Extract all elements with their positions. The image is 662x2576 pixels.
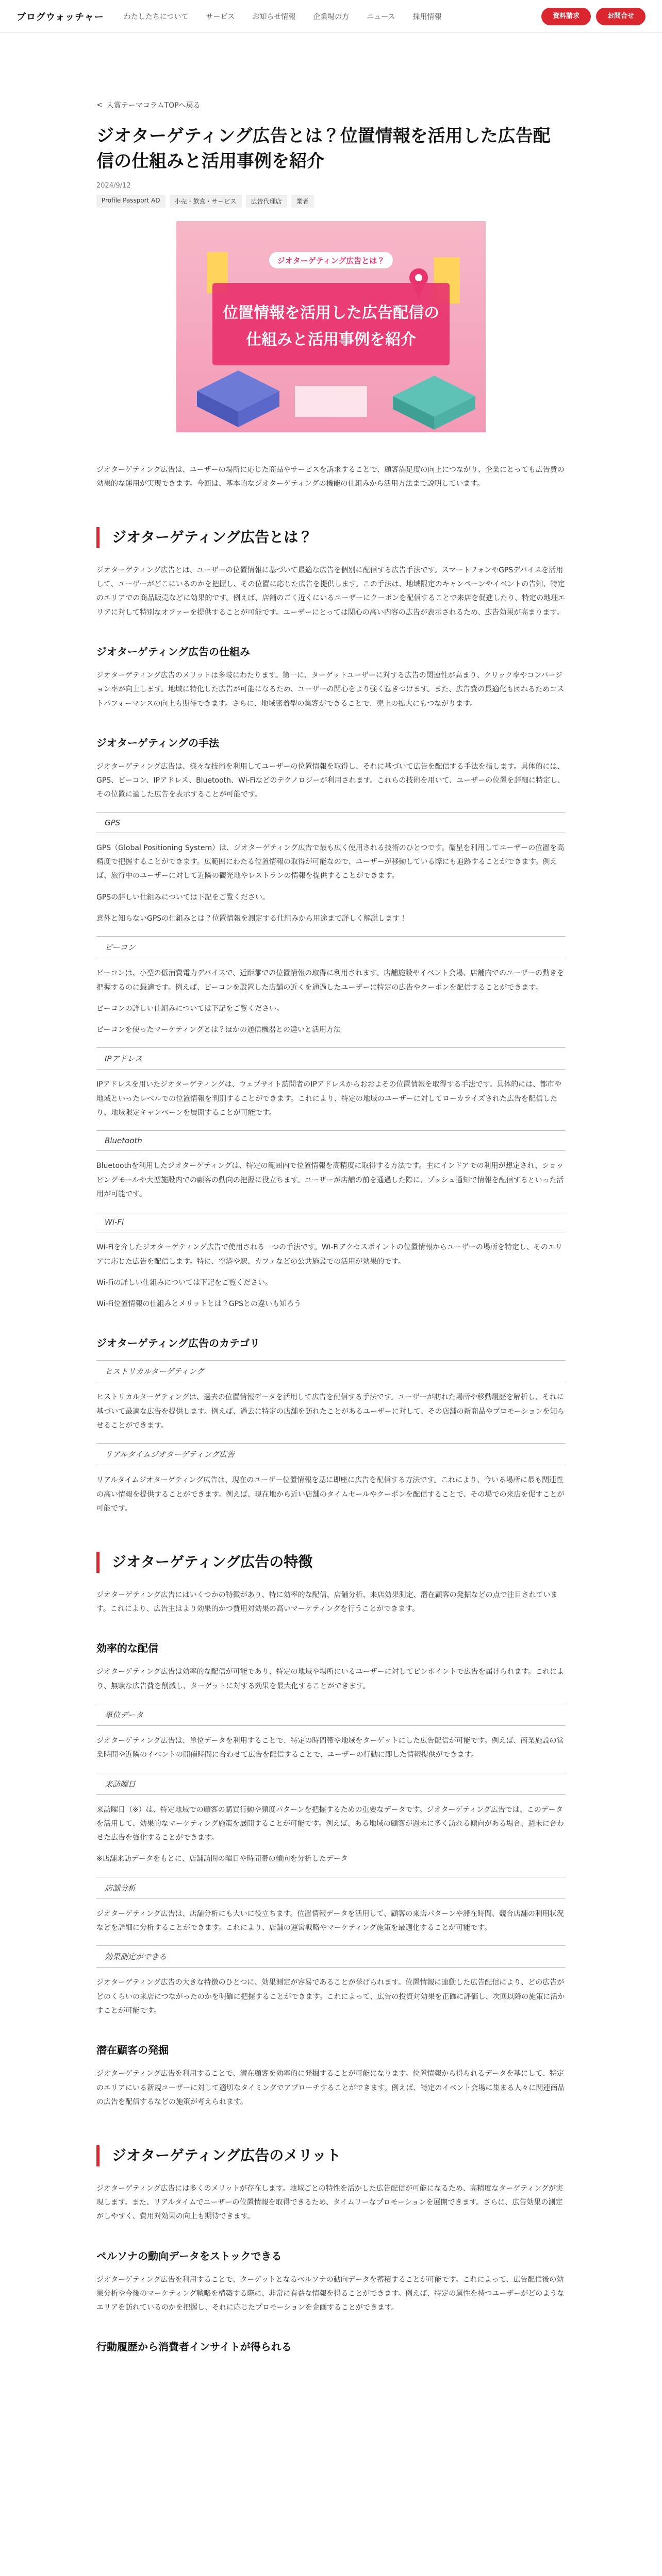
subsection-heading: 行動履歴から消費者インサイトが得られる [96, 2341, 292, 2353]
paragraph: 来訪曜日（※）は、特定地域での顧客の購買行動や頻度パターンを把握するための重要なデータです。ジオターゲティング広告では、このデータを活用して、効果的なマーケティング施策を展開することが可能です。例えば、ある地域の顧客が週末に多く訪れる傾向がある場合、週末に合わせた広告を強化することができます。 [96, 1805, 564, 1842]
nav-item-news2[interactable]: ニュース [367, 12, 395, 21]
request-docs-button[interactable]: 資料請求 [541, 8, 591, 25]
subsection-heading: 潜在顧客の発掘 [96, 2044, 169, 2057]
breadcrumb[interactable] [96, 100, 566, 110]
subsection-heading: ジオターゲティングの手法 [96, 736, 219, 749]
footnote: ※店舗来訪データをもとに、店舗訪問の曜日や時間帯の傾向を分析したデータ [96, 1855, 348, 1863]
minor-heading: リアルタイムジオターゲティング広告 [96, 1443, 566, 1465]
minor-heading: 単位データ [96, 1704, 566, 1726]
paragraph: Bluetoothを利用したジオターゲティングは、特定の範囲内で位置情報を高精度に取得する方法です。主にインドアでの利用が想定され、ショッピングモールや大型施設内での顧客の動向の把握に役立ちます。ユーザーが店舗の前を通過した際に、プッシュ通知で情報を配信するといった活用が可能です。 [96, 1162, 564, 1198]
minor-heading: 効果測定ができる [96, 1945, 566, 1968]
subsection-heading: 効率的な配信 [96, 1642, 158, 1655]
section-heading: ジオターゲティング広告のメリット [96, 2145, 566, 2166]
paragraph: ジオターゲティング広告を利用することで、ターゲットとなるペルソナの動向データを蓄積することが可能です。これによって、広告配信後の効果分析や今後のマーケティング戦略を構築する際に、非常に有益な情報を得ることができます。例えば、特定の属性を持つユーザーがどのようなエリアを訪れているのかを把握し、それに応じたプロモーションを企画することができます。 [96, 2275, 565, 2312]
nav-item-service[interactable]: サービス [206, 12, 235, 21]
subsection-heading: ペルソナの動向データをストックできる [96, 2249, 282, 2262]
paragraph: ヒストリカルターゲティングは、過去の位置情報データを活用して広告を配信する手法です。ユーザーが訪れた場所や移動履歴を解析し、それに基づいて最適な広告を提供します。例えば、過去に特定の店舗を訪れたことがあるユーザーに対して、その店舗の新商品やプロモーションを知らせることができます。 [96, 1393, 565, 1430]
publish-date: 2024/9/12 [96, 181, 131, 190]
nav-item-news[interactable]: お知らせ情報 [252, 12, 296, 21]
minor-heading: ビーコン [96, 936, 566, 958]
paragraph: IPアドレスを用いたジオターゲティングは、ウェブサイト訪問者のIPアドレスからおおよその位置情報を取得する手法です。具体的には、都市や地域といったレベルでの位置情報を判別することができます。これにより、特定の地域のユーザーに対してローカライズされた広告を配信したり、地域限定キャンペーンを展開することが可能です。 [96, 1080, 562, 1117]
related-link[interactable]: 意外と知らないGPSの仕組みとは？位置情報を測定する仕組みから用途まで詳しく解説します！ [96, 914, 407, 923]
paragraph: ビーコンの詳しい仕組みについては下記をご覧ください。 [96, 1004, 284, 1013]
paragraph: ジオターゲティング広告にはいくつかの特徴があり、特に効率的な配信、店舗分析、来店効果測定、潜在顧客の発掘などの点で注目されています。これにより、広告主はより効果的かつ費用対効果の高いマーケティングを行うことができます。 [96, 1590, 558, 1614]
section-heading: ジオターゲティング広告の特徴 [96, 1552, 566, 1573]
paragraph: Wi-Fiを介したジオターゲティング広告で使用される一つの手法です。Wi-Fiアクセスポイントの位置情報からユーザーの場所を特定し、そのエリアに応じた広告を配信します。特に、空港や駅、カフェなどの公共施設での活用が効果的です。 [96, 1243, 562, 1266]
site-logo[interactable]: ブログウォッチャー [16, 11, 104, 23]
hero-image [176, 221, 486, 432]
tag-item[interactable]: 業者 [291, 195, 314, 208]
subsection-heading: ジオターゲティング広告の仕組み [96, 645, 250, 658]
related-link[interactable]: ビーコンを使ったマーケティングとは？ほかの通信機器との違いと活用方法 [96, 1026, 341, 1035]
paragraph: リアルタイムジオターゲティング広告は、現在のユーザー位置情報を基に即座に広告を配信する方法です。これにより、今いる場所に最も関連性の高い情報を提供することができます。例えば、現在地から近い店舗のタイムセールやクーポンを配信することで、その場での来店を促すことが可能です。 [96, 1476, 565, 1513]
paragraph: Wi-Fiの詳しい仕組みについては下記をご覧ください。 [96, 1278, 273, 1287]
breadcrumb-link[interactable]: 入賞テーマコラムTOPへ戻る [106, 101, 201, 110]
paragraph: ジオターゲティング広告は、様々な技術を利用してユーザーの位置情報を取得し、それに基づいて広告を配信する手法を指します。具体的には、GPS、ビーコン、IPアドレス、Bluetooth、Wi-Fiなどのテクノロジーが利用されます。これらの技術を用いて、ユーザーの位置を詳細に特定し、その位置に適した広告を表示することが可能です。 [96, 762, 565, 799]
subsection-heading: ジオターゲティング広告のカテゴリ [96, 1337, 260, 1350]
paragraph: ジオターゲティング広告の大きな特徴のひとつに、効果測定が容易であることが挙げられます。位置情報に連動した広告配信により、どの広告がどのくらいの来店につながったのかを明確に把握することができます。これによって、広告の投資対効果を正確に評価し、次回以降の施策に活かすことが可能です。 [96, 1978, 565, 2015]
hero-title-line2: 仕組みと活用事例を紹介 [246, 330, 416, 349]
nav-item-about[interactable]: わたしたちについて [123, 12, 189, 21]
paragraph: ジオターゲティング広告は、単位データを利用することで、特定の時間帯や地域をターゲットにした広告配信が可能です。例えば、商業施設の営業時間や近隣のイベントの開催時間に合わせて広告を配信することで、ユーザーの行動に即した情報提供ができます。 [96, 1736, 564, 1759]
paragraph: ジオターゲティング広告には多くのメリットが存在します。地域ごとの特性を活かした広告配信が可能になるため、高精度なターゲティングが実現します。また、リアルタイムでユーザーの位置情報を取得できるため、タイムリーなプロモーションを展開できます。さらに、広告効果の測定がしやすく、費用対効果の向上も期待できます。 [96, 2184, 563, 2221]
article [96, 33, 566, 2353]
minor-heading: Bluetooth [96, 1130, 566, 1151]
minor-heading: ヒストリカルターゲティング [96, 1360, 566, 1382]
paragraph: ジオターゲティング広告とは、ユーザーの位置情報に基づいて最適な広告を個別に配信する広告手法です。スマートフォンやGPSデバイスを活用して、ユーザーがどこにいるのかを把握し、その位置に応じた広告を提供します。この手法は、地域限定のキャンペーンやイベントの告知、特定のエリアでの商品販売などに効果的です。例えば、店舗のごく近くにいるユーザーにクーポンを配信することで来店を促進したり、特定の地理エリアに対して特別なオファーを提供することが可能です。ユーザーにとっては関心の高い内容の広告が表示されるため、広告効果が高まります。 [96, 566, 566, 617]
contact-button[interactable]: お問合せ [596, 8, 646, 25]
paragraph: GPS（Global Positioning System）は、ジオターゲティング広告で最も広く使用される技術のひとつです。衛星を利用してユーザーの位置を高精度で把握することができます。広範囲にわたる位置情報の取得が可能なので、ユーザーが移動している際にも追跡することができます。例えば、旅行中のユーザーに対して近隣の観光地やレストランの情報を提供することができます。 [96, 843, 565, 880]
tag-item[interactable]: 広告代理店 [246, 195, 287, 208]
tag-list [96, 195, 566, 208]
minor-heading: Wi-Fi [96, 1212, 566, 1232]
minor-heading: GPS [96, 812, 566, 833]
hero-title-line1: 位置情報を活用した広告配信の [223, 303, 439, 322]
site-header [0, 0, 662, 33]
paragraph: ジオターゲティング広告は効率的な配信が可能であり、特定の地域や場所にいるユーザーに対してピンポイントで広告を届けられます。これにより、無駄な広告費を削減し、ターゲットに対する効果を最大化することができます。 [96, 1668, 565, 1690]
hero-subtitle: ジオターゲティング広告とは？ [277, 256, 385, 265]
minor-heading: IPアドレス [96, 1047, 566, 1070]
paragraph: ジオターゲティング広告のメリットは多岐にわたります。第一に、ターゲットユーザーに対する広告の関連性が高まり、クリック率やコンバージョン率が向上します。地域に特化した広告が可能になるため、ユーザーの関心をより強く惹きつけます。また、広告費の最適化も図れるためコストパフォーマンスの向上も期待できます。さらに、地域密着型の集客ができることで、売上の拡大にもつながります。 [96, 671, 565, 708]
tag-item[interactable]: Profile Passport AD [96, 195, 166, 208]
minor-heading: 来訪曜日 [96, 1773, 566, 1795]
chevron-left-icon: < [96, 101, 103, 109]
minor-heading: 店舗分析 [96, 1877, 566, 1899]
page-title: ジオターゲティング広告とは？位置情報を活用した広告配信の仕組みと活用事例を紹介 [96, 126, 551, 172]
paragraph: GPSの詳しい仕組みについては下記をご覧ください。 [96, 893, 270, 902]
section-heading: ジオターゲティング広告とは？ [96, 527, 566, 548]
intro-text: ジオターゲティング広告は、ユーザーの場所に応じた商品やサービスを訴求することで、顧客満足度の向上につながり、企業にとっても広告費の効果的な運用が実現できます。今回は、基本的なジオターゲティングの機能の仕組みから活用方法まで説明しています。 [96, 465, 565, 488]
paragraph: ビーコンは、小型の低消費電力デバイスで、近距離での位置情報の取得に利用されます。店舗施設やイベント会場、店舗内でのユーザーの動きを把握するのに最適です。例えば、ビーコンを設置した店舗の近くを通過したユーザーに特定の広告やクーポンを配信することができます。 [96, 969, 565, 992]
global-nav [124, 11, 536, 22]
nav-item-company[interactable]: 企業場の方 [313, 12, 350, 21]
nav-item-recruit[interactable]: 採用情報 [412, 12, 442, 21]
paragraph: ジオターゲティング広告は、店舗分析にも大いに役立ちます。位置情報データを活用して、顧客の来店パターンや滞在時間、競合店舗の利用状況などを詳細に分析することができます。これにより、店舗の運営戦略やマーケティング施策を最適化することが可能です。 [96, 1909, 564, 1933]
tag-item[interactable]: 小売・飲食・サービス [170, 195, 242, 208]
paragraph: ジオターゲティング広告を利用することで、潜在顧客を効率的に発掘することが可能になります。位置情報から得られるデータを基にして、特定のエリアにいる新規ユーザーに対して適切なタイミングでアプローチすることができます。例えば、特定のイベント会場に集まる人々に関連商品の広告を配信するなどの施策が考えられます。 [96, 2070, 565, 2106]
related-link[interactable]: Wi-Fi位置情報の仕組みとメリットとは？GPSとの違いも知ろう [96, 1300, 302, 1309]
